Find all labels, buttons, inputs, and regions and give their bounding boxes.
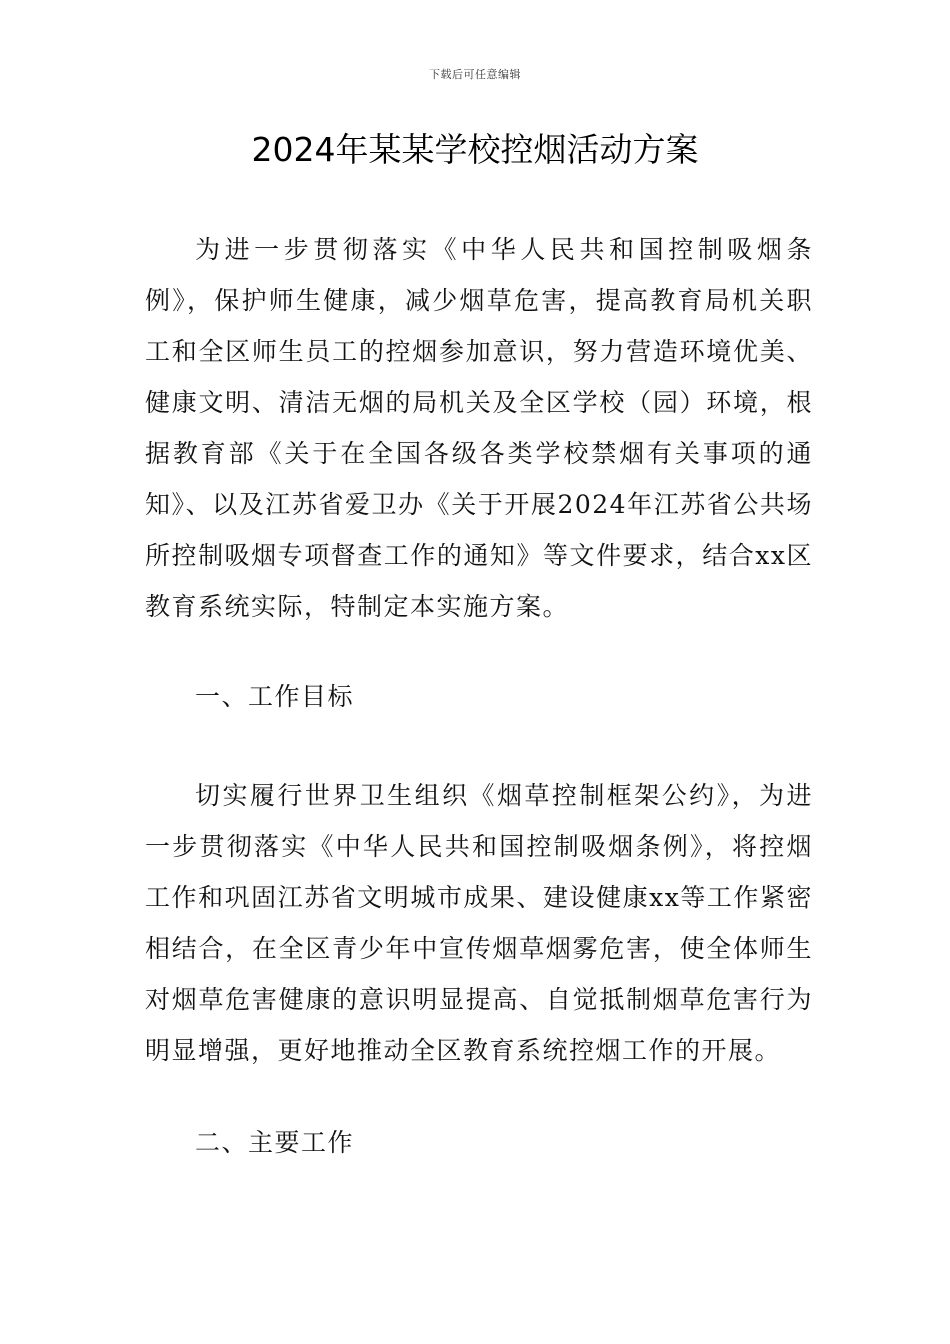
document-title: 2024年某某学校控烟活动方案	[251, 130, 699, 169]
section-heading-goals: 一、工作目标	[195, 682, 355, 711]
section-heading-main-work: 二、主要工作	[195, 1128, 355, 1157]
intro-paragraph: 为进一步贯彻落实《中华人民共和国控制吸烟条例》，保护师生健康，减少烟草危害，提高教育局机关职工和全区师生员工的控烟参加意识，努力营造环境优美、健康文明、清洁无烟的局机关及全区学校（园）环境，根据教育部《关于在全国各级各类学校禁烟有关事项的通知》、以及江苏省爱卫办《关于开展2024年江苏省公共场所控制吸烟专项督查工作的通知》等文件要求，结合xx区教育系统实际，特制定本实施方案。	[145, 235, 813, 621]
header-note: 下载后可任意编辑	[429, 68, 521, 81]
goals-paragraph: 切实履行世界卫生组织《烟草控制框架公约》，为进一步贯彻落实《中华人民共和国控制吸烟条例》，将控烟工作和巩固江苏省文明城市成果、建设健康xx等工作紧密相结合，在全区青少年中宣传烟草烟雾危害，使全体师生对烟草危害健康的意识明显提高、自觉抵制烟草危害行为明显增强，更好地推动全区教育系统控烟工作的开展。	[145, 781, 813, 1065]
